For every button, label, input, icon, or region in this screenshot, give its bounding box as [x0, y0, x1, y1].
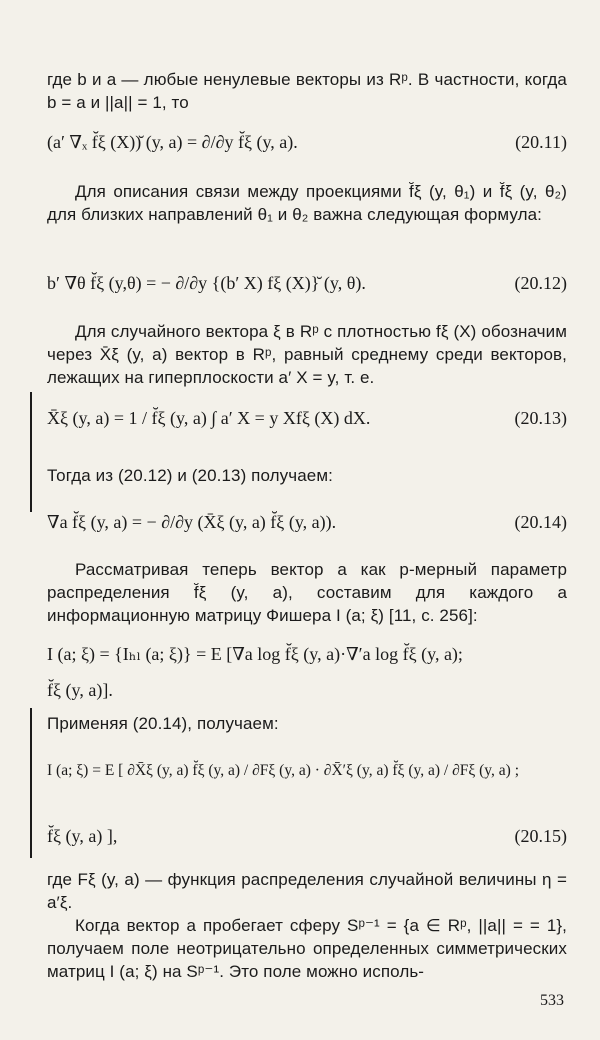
equation-fisher-line-1-body: I (a; ξ) = {Iₕₗ (a; ξ)} = E [∇a log f̆ξ (y, a)·∇′a log f̆ξ (y, a);: [47, 644, 463, 664]
equation-20-15-line-1: [47, 748, 567, 808]
paragraph-5: Рассматривая теперь вектор a как p-мерный параметр распределения f̆ξ (y, a), составим для каждого a информационную матрицу Фишера I (a; ξ) [11, с. 256]:: [47, 560, 567, 625]
equation-fisher-line-1: [47, 640, 567, 680]
equation-20-11-number: (20.11): [515, 132, 567, 152]
equation-20-15-line-2-body: f̆ξ (y, a) ],: [47, 826, 118, 846]
equation-fisher-line-2-body: f̆ξ (y, a)].: [47, 680, 113, 700]
equation-20-14-body: ∇a f̆ξ (y, a) = − ∂/∂y (X̄ξ (y, a) f̆ξ (y, a)).: [47, 512, 337, 532]
margin-mark: [30, 392, 32, 512]
equation-20-15-line-1-body: I (a; ξ) = E [ ∂X̄ξ (y, a) f̆ξ (y, a) / ∂Fξ (y, a) · ∂X̄′ξ (y, a) f̆ξ (y, a) / ∂Fξ (y, a) ;: [47, 762, 520, 779]
paragraph-1: где b и a — любые ненулевые векторы из Rᵖ. В частности, когда b = a и ||a|| = 1, то: [47, 70, 567, 112]
equation-20-13: [47, 400, 567, 440]
equation-20-14: [47, 504, 567, 544]
paragraph-3: Для случайного вектора ξ в Rᵖ с плотностью fξ (X) обозначим через X̄ξ (y, a) вектор в Rᵖ, равный среднему среди векторов, лежащих на гиперплоскости a′ X = y, т. е.: [47, 322, 567, 387]
paragraph-7: где Fξ (y, a) — функция распределения случайной величины η = a′ξ.: [47, 870, 567, 912]
equation-20-11-body: (a′ ∇ₓ f̆ξ (X))̆ (y, a) = ∂/∂y f̆ξ (y, a).: [47, 132, 298, 152]
equation-20-12-number: (20.12): [514, 273, 567, 293]
paragraph-4: Тогда из (20.12) и (20.13) получаем:: [47, 466, 333, 485]
paragraph-6: Применяя (20.14), получаем:: [47, 714, 279, 733]
equation-20-14-number: (20.14): [514, 512, 567, 532]
equation-20-12-body: b′ ∇θ f̆ξ (y,θ) = − ∂/∂y {(b′ X) fξ (X)}̆ (y, θ).: [47, 273, 366, 293]
equation-20-13-body: X̄ξ (y, a) = 1 / f̆ξ (y, a) ∫ a′ X = y Xfξ (X) dX.: [47, 408, 371, 428]
page-number: 533: [540, 992, 564, 1009]
equation-20-15-number: (20.15): [514, 826, 567, 846]
equation-20-11: [47, 124, 567, 164]
paragraph-8: Когда вектор a пробегает сферу Sᵖ⁻¹ = {a ∈ Rᵖ, ||a|| = = 1}, получаем поле неотрицательно определенных симметрических матриц I (a; ξ) на Sᵖ⁻¹. Это поле можно исполь-: [47, 916, 567, 981]
equation-20-15-line-2: [47, 816, 567, 860]
equation-fisher-line-2: [47, 676, 567, 716]
margin-mark-2: [30, 708, 32, 858]
equation-20-12: [47, 265, 567, 305]
equation-20-13-number: (20.13): [514, 408, 567, 428]
paragraph-2: Для описания связи между проекциями f̆ξ (y, θ₁) и f̆ξ (y, θ₂) для близких направлений θ₁ и θ₂ важна следующая формула:: [47, 182, 567, 224]
